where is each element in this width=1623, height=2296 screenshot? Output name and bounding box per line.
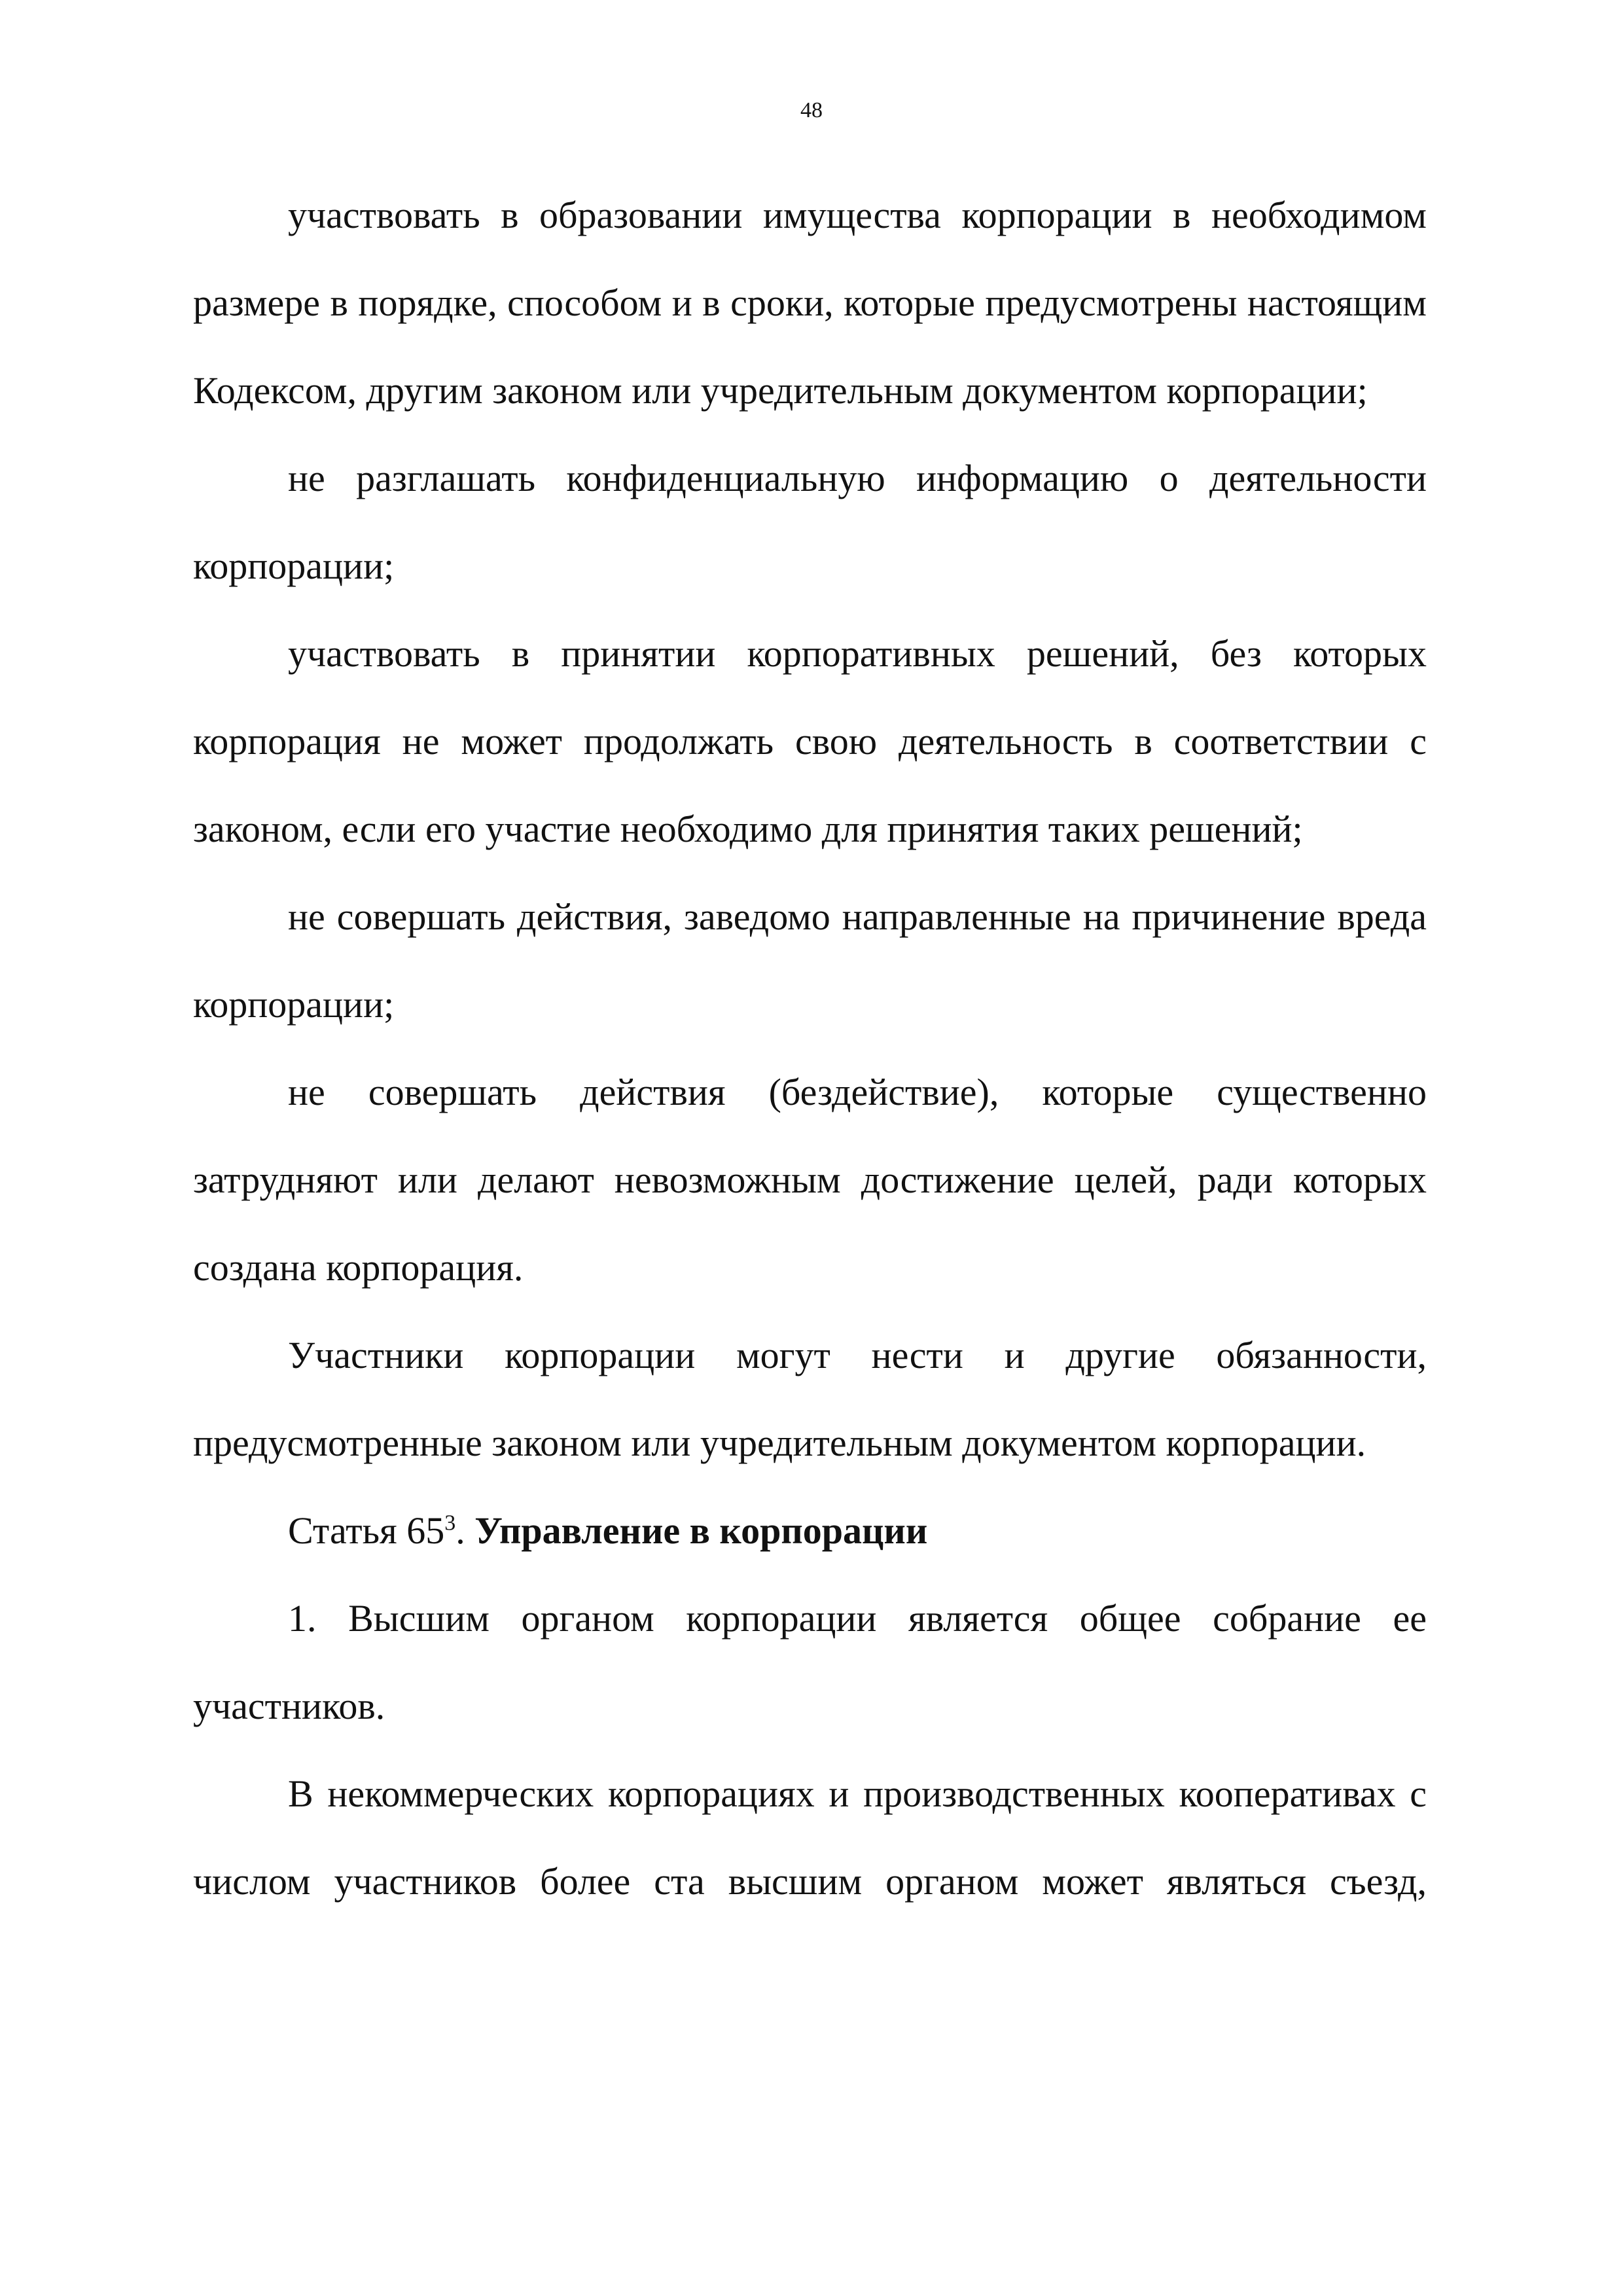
article-title: Управление в корпорации [474,1509,928,1552]
paragraph-congress: В некоммерческих корпорациях и производственных кооперативах с числом участников более ста высшим органом может являться съезд, [193,1772,1427,1903]
paragraph-duty-decisions: участвовать в принятии корпоративных решений, без которых корпорация не может продолжать свою деятельность в соответствии с законом, если его участие необходимо для принятия таких решений; [193,632,1427,850]
page-number: 48 [800,98,823,122]
article-superscript: 3 [444,1511,456,1535]
article-prefix: Статья 65 [288,1509,445,1552]
paragraph-duty-no-harm: не совершать действия, заведомо направленные на причинение вреда корпорации; [193,895,1427,1026]
paragraph-other-duties: Участники корпорации могут нести и другие обязанности, предусмотренные законом или учредительным документом корпорации. [193,1334,1427,1464]
paragraph-duty-confidentiality: не разглашать конфиденциальную информацию о деятельности корпорации; [193,457,1427,587]
article-separator: . [455,1509,465,1552]
paragraph-duty-property: участвовать в образовании имущества корпорации в необходимом размере в порядке, способом и в сроки, которые предусмотрены настоящим Кодексом, другим законом или учредительным документом корпорации; [193,194,1427,412]
paragraph-duty-no-obstruction: не совершать действия (бездействие), которые существенно затрудняют или делают невозможным достижение целей, ради которых создана корпорация. [193,1071,1427,1289]
article-heading [193,1487,1427,1575]
paragraph-supreme-body: 1. Высшим органом корпорации является общее собрание ее участников. [193,1597,1427,1727]
document-body [193,171,1427,1926]
